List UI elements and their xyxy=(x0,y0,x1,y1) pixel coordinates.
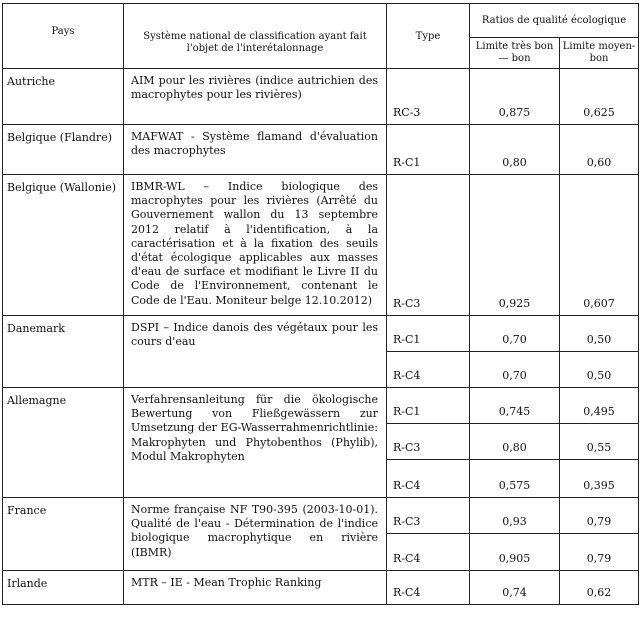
country-cell: France xyxy=(3,498,124,571)
type-cell: R-C1 xyxy=(387,316,470,352)
system-cell: Norme française NF T90-395 (2003-10-01). Qualité de l'eau - Détermination de l'indice biologique macrophytique en rivière (IBMR) xyxy=(124,498,387,571)
high-good-value: 0,70 xyxy=(470,352,560,388)
high-good-value: 0,745 xyxy=(470,388,560,424)
high-good-value: 0,74 xyxy=(470,571,560,605)
type-cell: R-C3 xyxy=(387,175,470,316)
classification-table xyxy=(2,3,639,605)
header-pays: Pays xyxy=(3,4,124,69)
good-moderate-value: 0,79 xyxy=(560,498,639,534)
good-moderate-value: 0,62 xyxy=(560,571,639,605)
good-moderate-value: 0,50 xyxy=(560,352,639,388)
good-moderate-value: 0,625 xyxy=(560,69,639,125)
type-cell: R-C4 xyxy=(387,352,470,388)
type-cell: R-C3 xyxy=(387,424,470,460)
table-row xyxy=(3,69,639,125)
good-moderate-value: 0,50 xyxy=(560,316,639,352)
system-cell: MTR – IE - Mean Trophic Ranking xyxy=(124,571,387,605)
country-cell: Irlande xyxy=(3,571,124,605)
good-moderate-value: 0,55 xyxy=(560,424,639,460)
high-good-value: 0,80 xyxy=(470,424,560,460)
good-moderate-value: 0,79 xyxy=(560,534,639,571)
table-row xyxy=(3,388,639,424)
header-limite-moyen-bon: Limite moyen-bon xyxy=(560,38,639,69)
type-cell: RC-3 xyxy=(387,69,470,125)
high-good-value: 0,925 xyxy=(470,175,560,316)
high-good-value: 0,905 xyxy=(470,534,560,571)
high-good-value: 0,70 xyxy=(470,316,560,352)
system-cell: AIM pour les rivières (indice autrichien des macrophytes pour les rivières) xyxy=(124,69,387,125)
header-ratios: Ratios de qualité écologique xyxy=(470,4,639,38)
system-cell: Verfahrensanleitung für die ökologische Bewertung von Fließgewässern zur Umsetzung der EG-Wasserrahmenrichtlinie: Makrophyten und Phytobenthos (Phylib), Modul Makrophyten xyxy=(124,388,387,498)
table-row xyxy=(3,125,639,175)
table-body xyxy=(3,69,639,605)
good-moderate-value: 0,60 xyxy=(560,125,639,175)
country-cell: Autriche xyxy=(3,69,124,125)
country-cell: Allemagne xyxy=(3,388,124,498)
table-row xyxy=(3,175,639,316)
type-cell: R-C1 xyxy=(387,388,470,424)
type-cell: R-C4 xyxy=(387,571,470,605)
header-systeme: Système national de classification ayant fait l'objet de l'interétalonnage xyxy=(124,4,387,69)
system-cell: DSPI – Indice danois des végétaux pour les cours d'eau xyxy=(124,316,387,388)
type-cell: R-C4 xyxy=(387,534,470,571)
country-cell: Belgique (Wallonie) xyxy=(3,175,124,316)
table-row xyxy=(3,571,639,605)
high-good-value: 0,93 xyxy=(470,498,560,534)
type-cell: R-C4 xyxy=(387,460,470,498)
country-cell: Danemark xyxy=(3,316,124,388)
good-moderate-value: 0,495 xyxy=(560,388,639,424)
system-cell: IBMR-WL – Indice biologique des macrophytes pour les rivières (Arrêté du Gouvernement wallon du 13 septembre 2012 relatif à l'identification, à la caractérisation et à la fixation des seuils d'état écologique applicables aux masses d'eau de surface et modifiant le Livre II du Code de l'Environnement, contenant le Code de l'Eau. Moniteur belge 12.10.2012) xyxy=(124,175,387,316)
high-good-value: 0,575 xyxy=(470,460,560,498)
good-moderate-value: 0,607 xyxy=(560,175,639,316)
high-good-value: 0,80 xyxy=(470,125,560,175)
table-row xyxy=(3,316,639,352)
good-moderate-value: 0,395 xyxy=(560,460,639,498)
country-cell: Belgique (Flandre) xyxy=(3,125,124,175)
type-cell: R-C3 xyxy=(387,498,470,534)
table-row xyxy=(3,498,639,534)
header-limite-tres-bon-bon: Limite très bon — bon xyxy=(470,38,560,69)
system-cell: MAFWAT - Système flamand d'évaluation des macrophytes xyxy=(124,125,387,175)
type-cell: R-C1 xyxy=(387,125,470,175)
header-type: Type xyxy=(387,4,470,69)
high-good-value: 0,875 xyxy=(470,69,560,125)
table-header xyxy=(3,4,639,69)
